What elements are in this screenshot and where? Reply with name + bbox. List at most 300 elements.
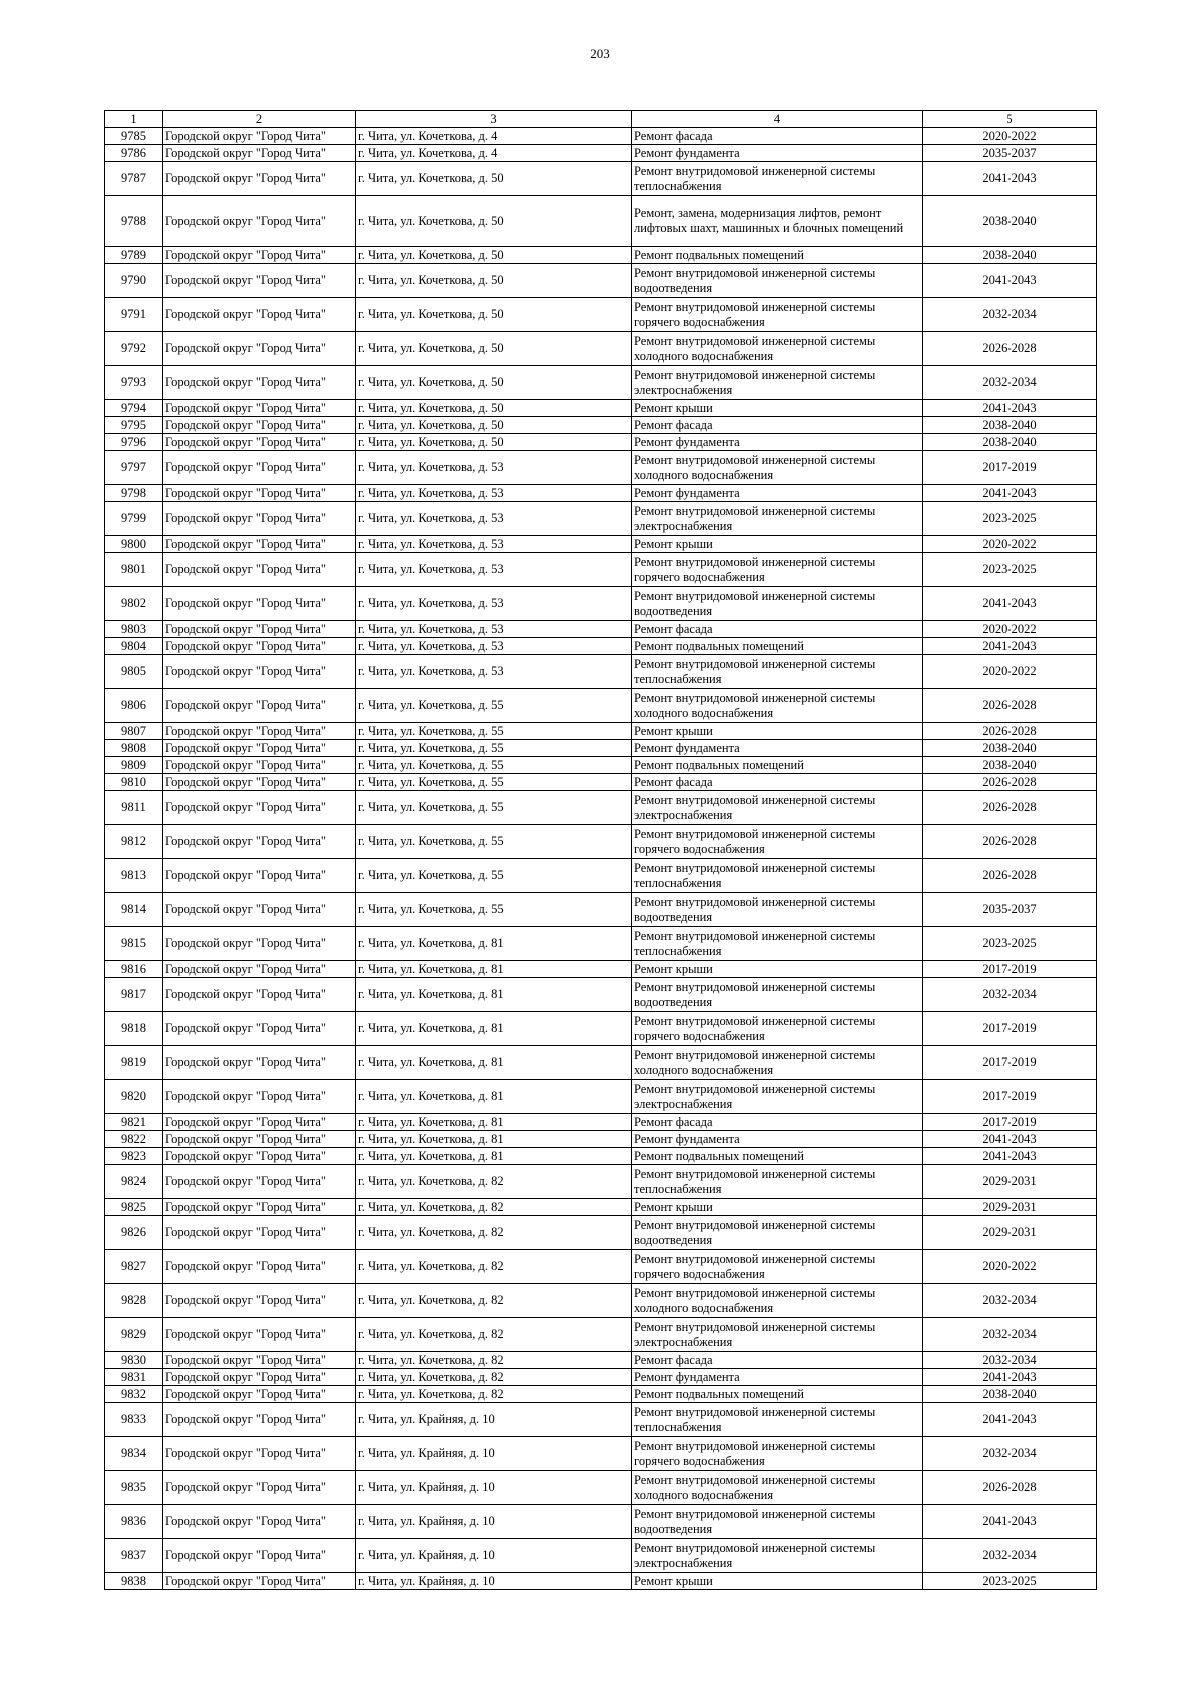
column-number: 2 [163, 111, 356, 128]
row-number-cell: 9834 [105, 1437, 163, 1471]
row-number-cell: 9805 [105, 655, 163, 689]
work-type-cell: Ремонт крыши [632, 961, 923, 978]
table-row [105, 1352, 1097, 1369]
table-row [105, 723, 1097, 740]
row-number-cell: 9832 [105, 1386, 163, 1403]
municipality-cell: Городской округ "Город Чита" [163, 1386, 356, 1403]
row-number-cell: 9828 [105, 1284, 163, 1318]
address-cell: г. Чита, ул. Крайняя, д. 10 [356, 1437, 632, 1471]
period-cell: 2020-2022 [923, 1250, 1097, 1284]
address-cell: г. Чита, ул. Кочеткова, д. 82 [356, 1199, 632, 1216]
municipality-cell: Городской округ "Город Чита" [163, 859, 356, 893]
municipality-cell: Городской округ "Город Чита" [163, 740, 356, 757]
row-number-cell: 9810 [105, 774, 163, 791]
row-number-cell: 9794 [105, 400, 163, 417]
municipality-cell: Городской округ "Город Чита" [163, 723, 356, 740]
municipality-cell: Городской округ "Город Чита" [163, 1539, 356, 1573]
address-cell: г. Чита, ул. Кочеткова, д. 53 [356, 536, 632, 553]
municipality-cell: Городской округ "Город Чита" [163, 978, 356, 1012]
table-row [105, 689, 1097, 723]
table-row [105, 366, 1097, 400]
row-number-cell: 9813 [105, 859, 163, 893]
period-cell: 2041-2043 [923, 638, 1097, 655]
period-cell: 2032-2034 [923, 1284, 1097, 1318]
address-cell: г. Чита, ул. Кочеткова, д. 81 [356, 1080, 632, 1114]
address-cell: г. Чита, ул. Кочеткова, д. 55 [356, 689, 632, 723]
work-type-cell: Ремонт внутридомовой инженерной системы теплоснабжения [632, 1403, 923, 1437]
address-cell: г. Чита, ул. Кочеткова, д. 55 [356, 791, 632, 825]
work-type-cell: Ремонт внутридомовой инженерной системы теплоснабжения [632, 859, 923, 893]
municipality-cell: Городской округ "Город Чита" [163, 791, 356, 825]
municipality-cell: Городской округ "Город Чита" [163, 621, 356, 638]
work-type-cell: Ремонт внутридомовой инженерной системы электроснабжения [632, 1539, 923, 1573]
table-row [105, 298, 1097, 332]
column-number: 5 [923, 111, 1097, 128]
table-row [105, 1250, 1097, 1284]
row-number-cell: 9827 [105, 1250, 163, 1284]
table-row [105, 638, 1097, 655]
page-number: 203 [590, 46, 610, 61]
address-cell: г. Чита, ул. Кочеткова, д. 53 [356, 638, 632, 655]
work-type-cell: Ремонт фасада [632, 774, 923, 791]
municipality-cell: Городской округ "Город Чита" [163, 1114, 356, 1131]
period-cell: 2035-2037 [923, 145, 1097, 162]
row-number-cell: 9785 [105, 128, 163, 145]
row-number-cell: 9792 [105, 332, 163, 366]
period-cell: 2032-2034 [923, 978, 1097, 1012]
period-cell: 2017-2019 [923, 451, 1097, 485]
address-cell: г. Чита, ул. Кочеткова, д. 55 [356, 825, 632, 859]
period-cell: 2041-2043 [923, 162, 1097, 196]
row-number-cell: 9786 [105, 145, 163, 162]
address-cell: г. Чита, ул. Кочеткова, д. 53 [356, 621, 632, 638]
municipality-cell: Городской округ "Город Чита" [163, 1284, 356, 1318]
work-type-cell: Ремонт внутридомовой инженерной системы горячего водоснабжения [632, 1437, 923, 1471]
table-row [105, 1284, 1097, 1318]
row-number-cell: 9826 [105, 1216, 163, 1250]
address-cell: г. Чита, ул. Кочеткова, д. 55 [356, 723, 632, 740]
table-row [105, 1471, 1097, 1505]
period-cell: 2032-2034 [923, 366, 1097, 400]
address-cell: г. Чита, ул. Кочеткова, д. 82 [356, 1352, 632, 1369]
address-cell: г. Чита, ул. Кочеткова, д. 50 [356, 264, 632, 298]
municipality-cell: Городской округ "Город Чита" [163, 655, 356, 689]
work-type-cell: Ремонт внутридомовой инженерной системы теплоснабжения [632, 162, 923, 196]
row-number-cell: 9807 [105, 723, 163, 740]
table-row [105, 247, 1097, 264]
municipality-cell: Городской округ "Город Чита" [163, 1199, 356, 1216]
municipality-cell: Городской округ "Город Чита" [163, 638, 356, 655]
municipality-cell: Городской округ "Город Чита" [163, 162, 356, 196]
table-row [105, 502, 1097, 536]
table-row [105, 400, 1097, 417]
municipality-cell: Городской округ "Город Чита" [163, 1216, 356, 1250]
address-cell: г. Чита, ул. Кочеткова, д. 82 [356, 1369, 632, 1386]
work-type-cell: Ремонт внутридомовой инженерной системы электроснабжения [632, 1318, 923, 1352]
table-row [105, 417, 1097, 434]
work-type-cell: Ремонт внутридомовой инженерной системы электроснабжения [632, 366, 923, 400]
row-number-cell: 9796 [105, 434, 163, 451]
address-cell: г. Чита, ул. Кочеткова, д. 4 [356, 128, 632, 145]
work-type-cell: Ремонт внутридомовой инженерной системы горячего водоснабжения [632, 825, 923, 859]
work-type-cell: Ремонт подвальных помещений [632, 247, 923, 264]
municipality-cell: Городской округ "Город Чита" [163, 1165, 356, 1199]
row-number-cell: 9814 [105, 893, 163, 927]
table-row [105, 621, 1097, 638]
municipality-cell: Городской округ "Город Чита" [163, 536, 356, 553]
table-row [105, 434, 1097, 451]
address-cell: г. Чита, ул. Кочеткова, д. 53 [356, 502, 632, 536]
work-type-cell: Ремонт фундамента [632, 145, 923, 162]
period-cell: 2032-2034 [923, 1318, 1097, 1352]
work-type-cell: Ремонт фасада [632, 1352, 923, 1369]
work-type-cell: Ремонт внутридомовой инженерной системы водоотведения [632, 978, 923, 1012]
municipality-cell: Городской округ "Город Чита" [163, 961, 356, 978]
municipality-cell: Городской округ "Город Чита" [163, 1250, 356, 1284]
municipality-cell: Городской округ "Город Чита" [163, 145, 356, 162]
period-cell: 2023-2025 [923, 502, 1097, 536]
period-cell: 2038-2040 [923, 757, 1097, 774]
municipality-cell: Городской округ "Город Чита" [163, 1318, 356, 1352]
period-cell: 2020-2022 [923, 128, 1097, 145]
address-cell: г. Чита, ул. Кочеткова, д. 53 [356, 655, 632, 689]
table-row [105, 536, 1097, 553]
row-number-cell: 9838 [105, 1573, 163, 1590]
table-row [105, 1505, 1097, 1539]
work-type-cell: Ремонт внутридомовой инженерной системы горячего водоснабжения [632, 553, 923, 587]
work-type-cell: Ремонт фундамента [632, 485, 923, 502]
municipality-cell: Городской округ "Город Чита" [163, 893, 356, 927]
row-number-cell: 9831 [105, 1369, 163, 1386]
municipality-cell: Городской округ "Город Чита" [163, 434, 356, 451]
column-number: 1 [105, 111, 163, 128]
table-row [105, 1199, 1097, 1216]
period-cell: 2026-2028 [923, 332, 1097, 366]
municipality-cell: Городской округ "Город Чита" [163, 1080, 356, 1114]
address-cell: г. Чита, ул. Крайняя, д. 10 [356, 1403, 632, 1437]
work-type-cell: Ремонт фасада [632, 1114, 923, 1131]
address-cell: г. Чита, ул. Кочеткова, д. 53 [356, 587, 632, 621]
row-number-cell: 9824 [105, 1165, 163, 1199]
period-cell: 2017-2019 [923, 1046, 1097, 1080]
column-number-row [105, 111, 1097, 128]
period-cell: 2029-2031 [923, 1199, 1097, 1216]
work-type-cell: Ремонт внутридомовой инженерной системы теплоснабжения [632, 927, 923, 961]
period-cell: 2023-2025 [923, 1573, 1097, 1590]
address-cell: г. Чита, ул. Крайняя, д. 10 [356, 1539, 632, 1573]
row-number-cell: 9793 [105, 366, 163, 400]
period-cell: 2032-2034 [923, 1539, 1097, 1573]
table-row [105, 485, 1097, 502]
work-type-cell: Ремонт внутридомовой инженерной системы холодного водоснабжения [632, 451, 923, 485]
address-cell: г. Чита, ул. Крайняя, д. 10 [356, 1573, 632, 1590]
period-cell: 2035-2037 [923, 893, 1097, 927]
period-cell: 2020-2022 [923, 536, 1097, 553]
address-cell: г. Чита, ул. Кочеткова, д. 50 [356, 298, 632, 332]
table-row [105, 774, 1097, 791]
row-number-cell: 9791 [105, 298, 163, 332]
address-cell: г. Чита, ул. Кочеткова, д. 55 [356, 740, 632, 757]
municipality-cell: Городской округ "Город Чита" [163, 1012, 356, 1046]
address-cell: г. Чита, ул. Кочеткова, д. 53 [356, 451, 632, 485]
table-row [105, 893, 1097, 927]
row-number-cell: 9806 [105, 689, 163, 723]
address-cell: г. Чита, ул. Кочеткова, д. 82 [356, 1165, 632, 1199]
period-cell: 2038-2040 [923, 247, 1097, 264]
table-row [105, 264, 1097, 298]
table-row [105, 1046, 1097, 1080]
municipality-cell: Городской округ "Город Чита" [163, 128, 356, 145]
table-row [105, 978, 1097, 1012]
table-row [105, 128, 1097, 145]
row-number-cell: 9829 [105, 1318, 163, 1352]
row-number-cell: 9836 [105, 1505, 163, 1539]
work-type-cell: Ремонт внутридомовой инженерной системы горячего водоснабжения [632, 298, 923, 332]
row-number-cell: 9800 [105, 536, 163, 553]
work-type-cell: Ремонт крыши [632, 1199, 923, 1216]
row-number-cell: 9798 [105, 485, 163, 502]
table-row [105, 1573, 1097, 1590]
period-cell: 2023-2025 [923, 927, 1097, 961]
period-cell: 2041-2043 [923, 400, 1097, 417]
address-cell: г. Чита, ул. Кочеткова, д. 50 [356, 332, 632, 366]
address-cell: г. Чита, ул. Кочеткова, д. 50 [356, 400, 632, 417]
work-type-cell: Ремонт фундамента [632, 434, 923, 451]
address-cell: г. Чита, ул. Кочеткова, д. 55 [356, 893, 632, 927]
work-type-cell: Ремонт внутридомовой инженерной системы водоотведения [632, 264, 923, 298]
work-type-cell: Ремонт подвальных помещений [632, 1386, 923, 1403]
row-number-cell: 9802 [105, 587, 163, 621]
period-cell: 2026-2028 [923, 689, 1097, 723]
row-number-cell: 9812 [105, 825, 163, 859]
address-cell: г. Чита, ул. Кочеткова, д. 81 [356, 1046, 632, 1080]
municipality-cell: Городской округ "Город Чита" [163, 417, 356, 434]
work-type-cell: Ремонт фундамента [632, 1369, 923, 1386]
table-row [105, 825, 1097, 859]
address-cell: г. Чита, ул. Крайняя, д. 10 [356, 1505, 632, 1539]
row-number-cell: 9809 [105, 757, 163, 774]
address-cell: г. Чита, ул. Кочеткова, д. 53 [356, 485, 632, 502]
address-cell: г. Чита, ул. Кочеткова, д. 55 [356, 757, 632, 774]
period-cell: 2032-2034 [923, 1352, 1097, 1369]
row-number-cell: 9830 [105, 1352, 163, 1369]
period-cell: 2038-2040 [923, 1386, 1097, 1403]
municipality-cell: Городской округ "Город Чита" [163, 1471, 356, 1505]
period-cell: 2038-2040 [923, 196, 1097, 247]
municipality-cell: Городской округ "Город Чита" [163, 553, 356, 587]
work-type-cell: Ремонт внутридомовой инженерной системы электроснабжения [632, 502, 923, 536]
period-cell: 2029-2031 [923, 1216, 1097, 1250]
row-number-cell: 9799 [105, 502, 163, 536]
work-type-cell: Ремонт внутридомовой инженерной системы электроснабжения [632, 791, 923, 825]
period-cell: 2026-2028 [923, 791, 1097, 825]
period-cell: 2041-2043 [923, 1369, 1097, 1386]
work-type-cell: Ремонт фасада [632, 417, 923, 434]
work-type-cell: Ремонт подвальных помещений [632, 638, 923, 655]
table-row [105, 791, 1097, 825]
work-type-cell: Ремонт внутридомовой инженерной системы теплоснабжения [632, 655, 923, 689]
municipality-cell: Городской округ "Город Чита" [163, 485, 356, 502]
municipality-cell: Городской округ "Город Чита" [163, 1437, 356, 1471]
municipality-cell: Городской округ "Город Чита" [163, 689, 356, 723]
table-row [105, 1369, 1097, 1386]
table-row [105, 1403, 1097, 1437]
table-row [105, 927, 1097, 961]
period-cell: 2041-2043 [923, 264, 1097, 298]
row-number-cell: 9835 [105, 1471, 163, 1505]
table-row [105, 145, 1097, 162]
period-cell: 2038-2040 [923, 417, 1097, 434]
row-number-cell: 9803 [105, 621, 163, 638]
repair-schedule-table [104, 110, 1097, 1590]
row-number-cell: 9821 [105, 1114, 163, 1131]
period-cell: 2026-2028 [923, 1471, 1097, 1505]
address-cell: г. Чита, ул. Кочеткова, д. 81 [356, 978, 632, 1012]
table-row [105, 757, 1097, 774]
period-cell: 2026-2028 [923, 825, 1097, 859]
table-row [105, 162, 1097, 196]
row-number-cell: 9804 [105, 638, 163, 655]
period-cell: 2026-2028 [923, 723, 1097, 740]
work-type-cell: Ремонт крыши [632, 400, 923, 417]
municipality-cell: Городской округ "Город Чита" [163, 587, 356, 621]
period-cell: 2041-2043 [923, 587, 1097, 621]
address-cell: г. Чита, ул. Кочеткова, д. 50 [356, 247, 632, 264]
table-row [105, 1539, 1097, 1573]
work-type-cell: Ремонт подвальных помещений [632, 1148, 923, 1165]
period-cell: 2041-2043 [923, 1131, 1097, 1148]
municipality-cell: Городской округ "Город Чита" [163, 1131, 356, 1148]
address-cell: г. Чита, ул. Кочеткова, д. 50 [356, 196, 632, 247]
row-number-cell: 9833 [105, 1403, 163, 1437]
work-type-cell: Ремонт подвальных помещений [632, 757, 923, 774]
address-cell: г. Чита, ул. Кочеткова, д. 81 [356, 961, 632, 978]
table-row [105, 1114, 1097, 1131]
period-cell: 2017-2019 [923, 1080, 1097, 1114]
work-type-cell: Ремонт внутридомовой инженерной системы холодного водоснабжения [632, 1284, 923, 1318]
row-number-cell: 9818 [105, 1012, 163, 1046]
address-cell: г. Чита, ул. Кочеткова, д. 50 [356, 434, 632, 451]
period-cell: 2041-2043 [923, 485, 1097, 502]
municipality-cell: Городской округ "Город Чита" [163, 1505, 356, 1539]
municipality-cell: Городской округ "Город Чита" [163, 264, 356, 298]
address-cell: г. Чита, ул. Кочеткова, д. 82 [356, 1284, 632, 1318]
address-cell: г. Чита, ул. Кочеткова, д. 4 [356, 145, 632, 162]
period-cell: 2038-2040 [923, 434, 1097, 451]
table-row [105, 587, 1097, 621]
municipality-cell: Городской округ "Город Чита" [163, 451, 356, 485]
address-cell: г. Чита, ул. Кочеткова, д. 82 [356, 1386, 632, 1403]
municipality-cell: Городской округ "Город Чита" [163, 196, 356, 247]
work-type-cell: Ремонт внутридомовой инженерной системы водоотведения [632, 587, 923, 621]
row-number-cell: 9816 [105, 961, 163, 978]
address-cell: г. Чита, ул. Кочеткова, д. 53 [356, 553, 632, 587]
period-cell: 2017-2019 [923, 1114, 1097, 1131]
period-cell: 2017-2019 [923, 1012, 1097, 1046]
work-type-cell: Ремонт внутридомовой инженерной системы холодного водоснабжения [632, 332, 923, 366]
work-type-cell: Ремонт внутридомовой инженерной системы водоотведения [632, 893, 923, 927]
municipality-cell: Городской округ "Город Чита" [163, 366, 356, 400]
address-cell: г. Чита, ул. Кочеткова, д. 55 [356, 859, 632, 893]
work-type-cell: Ремонт внутридомовой инженерной системы электроснабжения [632, 1080, 923, 1114]
column-number: 3 [356, 111, 632, 128]
address-cell: г. Чита, ул. Кочеткова, д. 82 [356, 1250, 632, 1284]
period-cell: 2041-2043 [923, 1403, 1097, 1437]
row-number-cell: 9808 [105, 740, 163, 757]
period-cell: 2020-2022 [923, 655, 1097, 689]
work-type-cell: Ремонт внутридомовой инженерной системы теплоснабжения [632, 1165, 923, 1199]
row-number-cell: 9795 [105, 417, 163, 434]
row-number-cell: 9820 [105, 1080, 163, 1114]
address-cell: г. Чита, ул. Кочеткова, д. 81 [356, 1131, 632, 1148]
table-row [105, 553, 1097, 587]
period-cell: 2038-2040 [923, 740, 1097, 757]
row-number-cell: 9790 [105, 264, 163, 298]
row-number-cell: 9825 [105, 1199, 163, 1216]
row-number-cell: 9788 [105, 196, 163, 247]
table-row [105, 655, 1097, 689]
municipality-cell: Городской округ "Город Чита" [163, 1046, 356, 1080]
work-type-cell: Ремонт внутридомовой инженерной системы холодного водоснабжения [632, 689, 923, 723]
period-cell: 2023-2025 [923, 553, 1097, 587]
row-number-cell: 9797 [105, 451, 163, 485]
row-number-cell: 9811 [105, 791, 163, 825]
municipality-cell: Городской округ "Город Чита" [163, 757, 356, 774]
table-row [105, 1437, 1097, 1471]
municipality-cell: Городской округ "Город Чита" [163, 825, 356, 859]
municipality-cell: Городской округ "Город Чита" [163, 298, 356, 332]
table-row [105, 1148, 1097, 1165]
table-row [105, 1131, 1097, 1148]
period-cell: 2041-2043 [923, 1148, 1097, 1165]
address-cell: г. Чита, ул. Кочеткова, д. 50 [356, 417, 632, 434]
row-number-cell: 9817 [105, 978, 163, 1012]
table-row [105, 1386, 1097, 1403]
address-cell: г. Чита, ул. Крайняя, д. 10 [356, 1471, 632, 1505]
period-cell: 2020-2022 [923, 621, 1097, 638]
municipality-cell: Городской округ "Город Чита" [163, 400, 356, 417]
address-cell: г. Чита, ул. Кочеткова, д. 82 [356, 1216, 632, 1250]
municipality-cell: Городской округ "Город Чита" [163, 927, 356, 961]
table-row [105, 1165, 1097, 1199]
address-cell: г. Чита, ул. Кочеткова, д. 50 [356, 162, 632, 196]
municipality-cell: Городской округ "Город Чита" [163, 1148, 356, 1165]
period-cell: 2032-2034 [923, 298, 1097, 332]
work-type-cell: Ремонт фундамента [632, 740, 923, 757]
row-number-cell: 9801 [105, 553, 163, 587]
municipality-cell: Городской округ "Город Чита" [163, 774, 356, 791]
work-type-cell: Ремонт фундамента [632, 1131, 923, 1148]
address-cell: г. Чита, ул. Кочеткова, д. 81 [356, 927, 632, 961]
municipality-cell: Городской округ "Город Чита" [163, 1573, 356, 1590]
municipality-cell: Городской округ "Город Чита" [163, 1403, 356, 1437]
table-row [105, 961, 1097, 978]
work-type-cell: Ремонт фасада [632, 128, 923, 145]
address-cell: г. Чита, ул. Кочеткова, д. 50 [356, 366, 632, 400]
row-number-cell: 9837 [105, 1539, 163, 1573]
municipality-cell: Городской округ "Город Чита" [163, 502, 356, 536]
row-number-cell: 9815 [105, 927, 163, 961]
row-number-cell: 9822 [105, 1131, 163, 1148]
period-cell: 2017-2019 [923, 961, 1097, 978]
work-type-cell: Ремонт внутридомовой инженерной системы горячего водоснабжения [632, 1250, 923, 1284]
table-row [105, 196, 1097, 247]
table-row [105, 740, 1097, 757]
municipality-cell: Городской округ "Город Чита" [163, 332, 356, 366]
work-type-cell: Ремонт внутридомовой инженерной системы холодного водоснабжения [632, 1471, 923, 1505]
table-row [105, 1012, 1097, 1046]
address-cell: г. Чита, ул. Кочеткова, д. 82 [356, 1318, 632, 1352]
